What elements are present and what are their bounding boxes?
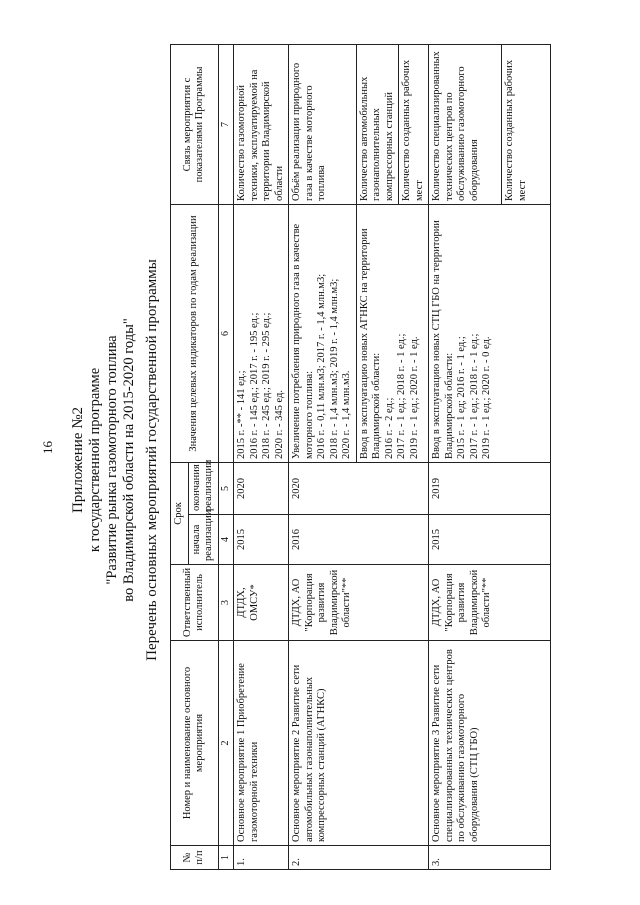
indicator-line: 2020 г. - 345 ед. [273, 390, 285, 459]
column-number: 7 [218, 44, 234, 204]
row-executor: ДТДХ, ОМСУ* [234, 565, 289, 641]
row-link: Количество специализированных технических центров по обслуживанию газомоторного оборудования [429, 44, 502, 204]
header-term: Срок [171, 462, 189, 564]
row-end: 2019 [429, 462, 551, 514]
row-start: 2016 [289, 515, 429, 565]
row-name: Основное мероприятие 1 Приобретение газомоторной техники [234, 641, 289, 846]
header-num: № п/п [171, 846, 219, 870]
indicator-line: 2018 г. - 245 ед.; 2019 г. - 295 ед.; [261, 312, 272, 459]
row-start: 2015 [429, 515, 551, 565]
header-name: Номер и наименование основного мероприятия [171, 641, 219, 846]
indicator-line: Ввод в эксплуатацию новых СТЦ ГБО на территории Владимирской области: [431, 220, 455, 459]
indicator-line: 2015 г. -** - 141 ед.; [236, 370, 247, 459]
title-block [70, 30, 161, 890]
title-line-2: "Развитие рынка газомоторного топлива [104, 335, 120, 585]
column-number: 6 [218, 204, 234, 462]
row-num: 2. [289, 846, 429, 870]
indicator-line: 2018 г. - 1,4 млн.м3; 2019 г. - 1,4 млн.м3; [328, 278, 340, 459]
row-link: Объём реализации природного газа в качестве моторного топлива [289, 44, 357, 204]
title-line-1: к государственной программе [87, 367, 103, 553]
measures-table [170, 44, 551, 870]
rotated-page-content [15, 30, 625, 890]
column-numbers-row [218, 44, 234, 869]
header-end: окончания реализации [188, 462, 218, 514]
row-num: 1. [234, 846, 289, 870]
row-start: 2015 [234, 515, 289, 565]
indicator-line: 2017 г. - 1 ед.; 2018 г. - 1 ед.; [468, 333, 480, 459]
indicator-line: 2017 г. - 1 ед.; 2018 г. - 1 ед.; [396, 333, 407, 459]
column-number: 4 [218, 515, 234, 565]
appendix-title: Приложение №2 [70, 406, 86, 514]
row-name: Основное мероприятие 3 Развитие сети специализированных технических центров по обслуживанию газомоторного оборудования (СТЦ ГБО) [429, 641, 551, 846]
row-end: 2020 [234, 462, 289, 514]
table-row [234, 44, 289, 869]
indicator-line: 2019 г. - 1 ед.; 2020 г. - 0 ед. [481, 336, 492, 459]
table-row [429, 44, 502, 869]
row-link: Количество созданных рабочих мест [399, 44, 429, 204]
column-number: 1 [218, 846, 234, 870]
title-line-3: во Владимирской области на 2015-2020 годы" [121, 318, 137, 602]
table-row [289, 44, 357, 869]
row-indicators [234, 204, 289, 462]
indicator-line: Увеличение потребления природного газа в качестве моторного топлива: [291, 223, 315, 459]
row-executor: ДТДХ, АО "Корпорация развития Владимирской области"** [429, 565, 551, 641]
row-indicators [429, 204, 551, 462]
indicator-line: 2019 г. - 1 ед.; 2020 г. - 1 ед. [408, 336, 420, 459]
column-number: 3 [218, 565, 234, 641]
row-link: Количество газомоторной техники, эксплуатируемой на территории Владимирской области [234, 44, 289, 204]
column-number: 5 [218, 462, 234, 514]
indicator-line: 2015 г. - 1 ед; 2016 г. - 1 ед.; [456, 336, 467, 459]
row-executor: ДТДХ, АО "Корпорация развития Владимирской области"** [289, 565, 429, 641]
header-start: начала реализации [188, 515, 218, 565]
row-indicators [289, 204, 357, 462]
table-subtitle: Перечень основных мероприятий государственной программы [144, 259, 160, 661]
indicator-line: 2016 г. - 145 ед.; 2017 г. - 195 ед.; [248, 312, 260, 459]
indicator-line: 2016 г. - 0,11 млн.м3; 2017 г. - 1,4 млн.м3; [316, 273, 327, 459]
indicator-line: 2016 г. - 2 ед.; [383, 397, 395, 459]
row-indicators [356, 204, 429, 462]
row-link: Количество созданных рабочих мест [502, 44, 551, 204]
header-link: Связь мероприятия с показателями Программы [171, 44, 219, 204]
row-end: 2020 [289, 462, 429, 514]
row-name: Основное мероприятие 2 Развитие сети автомобильных газонаполнительных компрессорных станций (АГНКС) [289, 641, 429, 846]
header-executor: Ответственный исполнитель [171, 565, 219, 641]
page-number: 16 [40, 441, 55, 454]
column-number: 2 [218, 641, 234, 846]
row-link: Количество автомобильных газонаполнительных компрессорных станций [356, 44, 399, 204]
header-indicators: Значения целевых индикаторов по годам реализации [171, 204, 219, 462]
indicator-line: 2020 г. - 1,4 млн.м3. [341, 370, 352, 459]
row-num: 3. [429, 846, 551, 870]
indicator-line: Ввод в эксплуатацию новых АГНКС на территории Владимирской области: [358, 228, 382, 459]
